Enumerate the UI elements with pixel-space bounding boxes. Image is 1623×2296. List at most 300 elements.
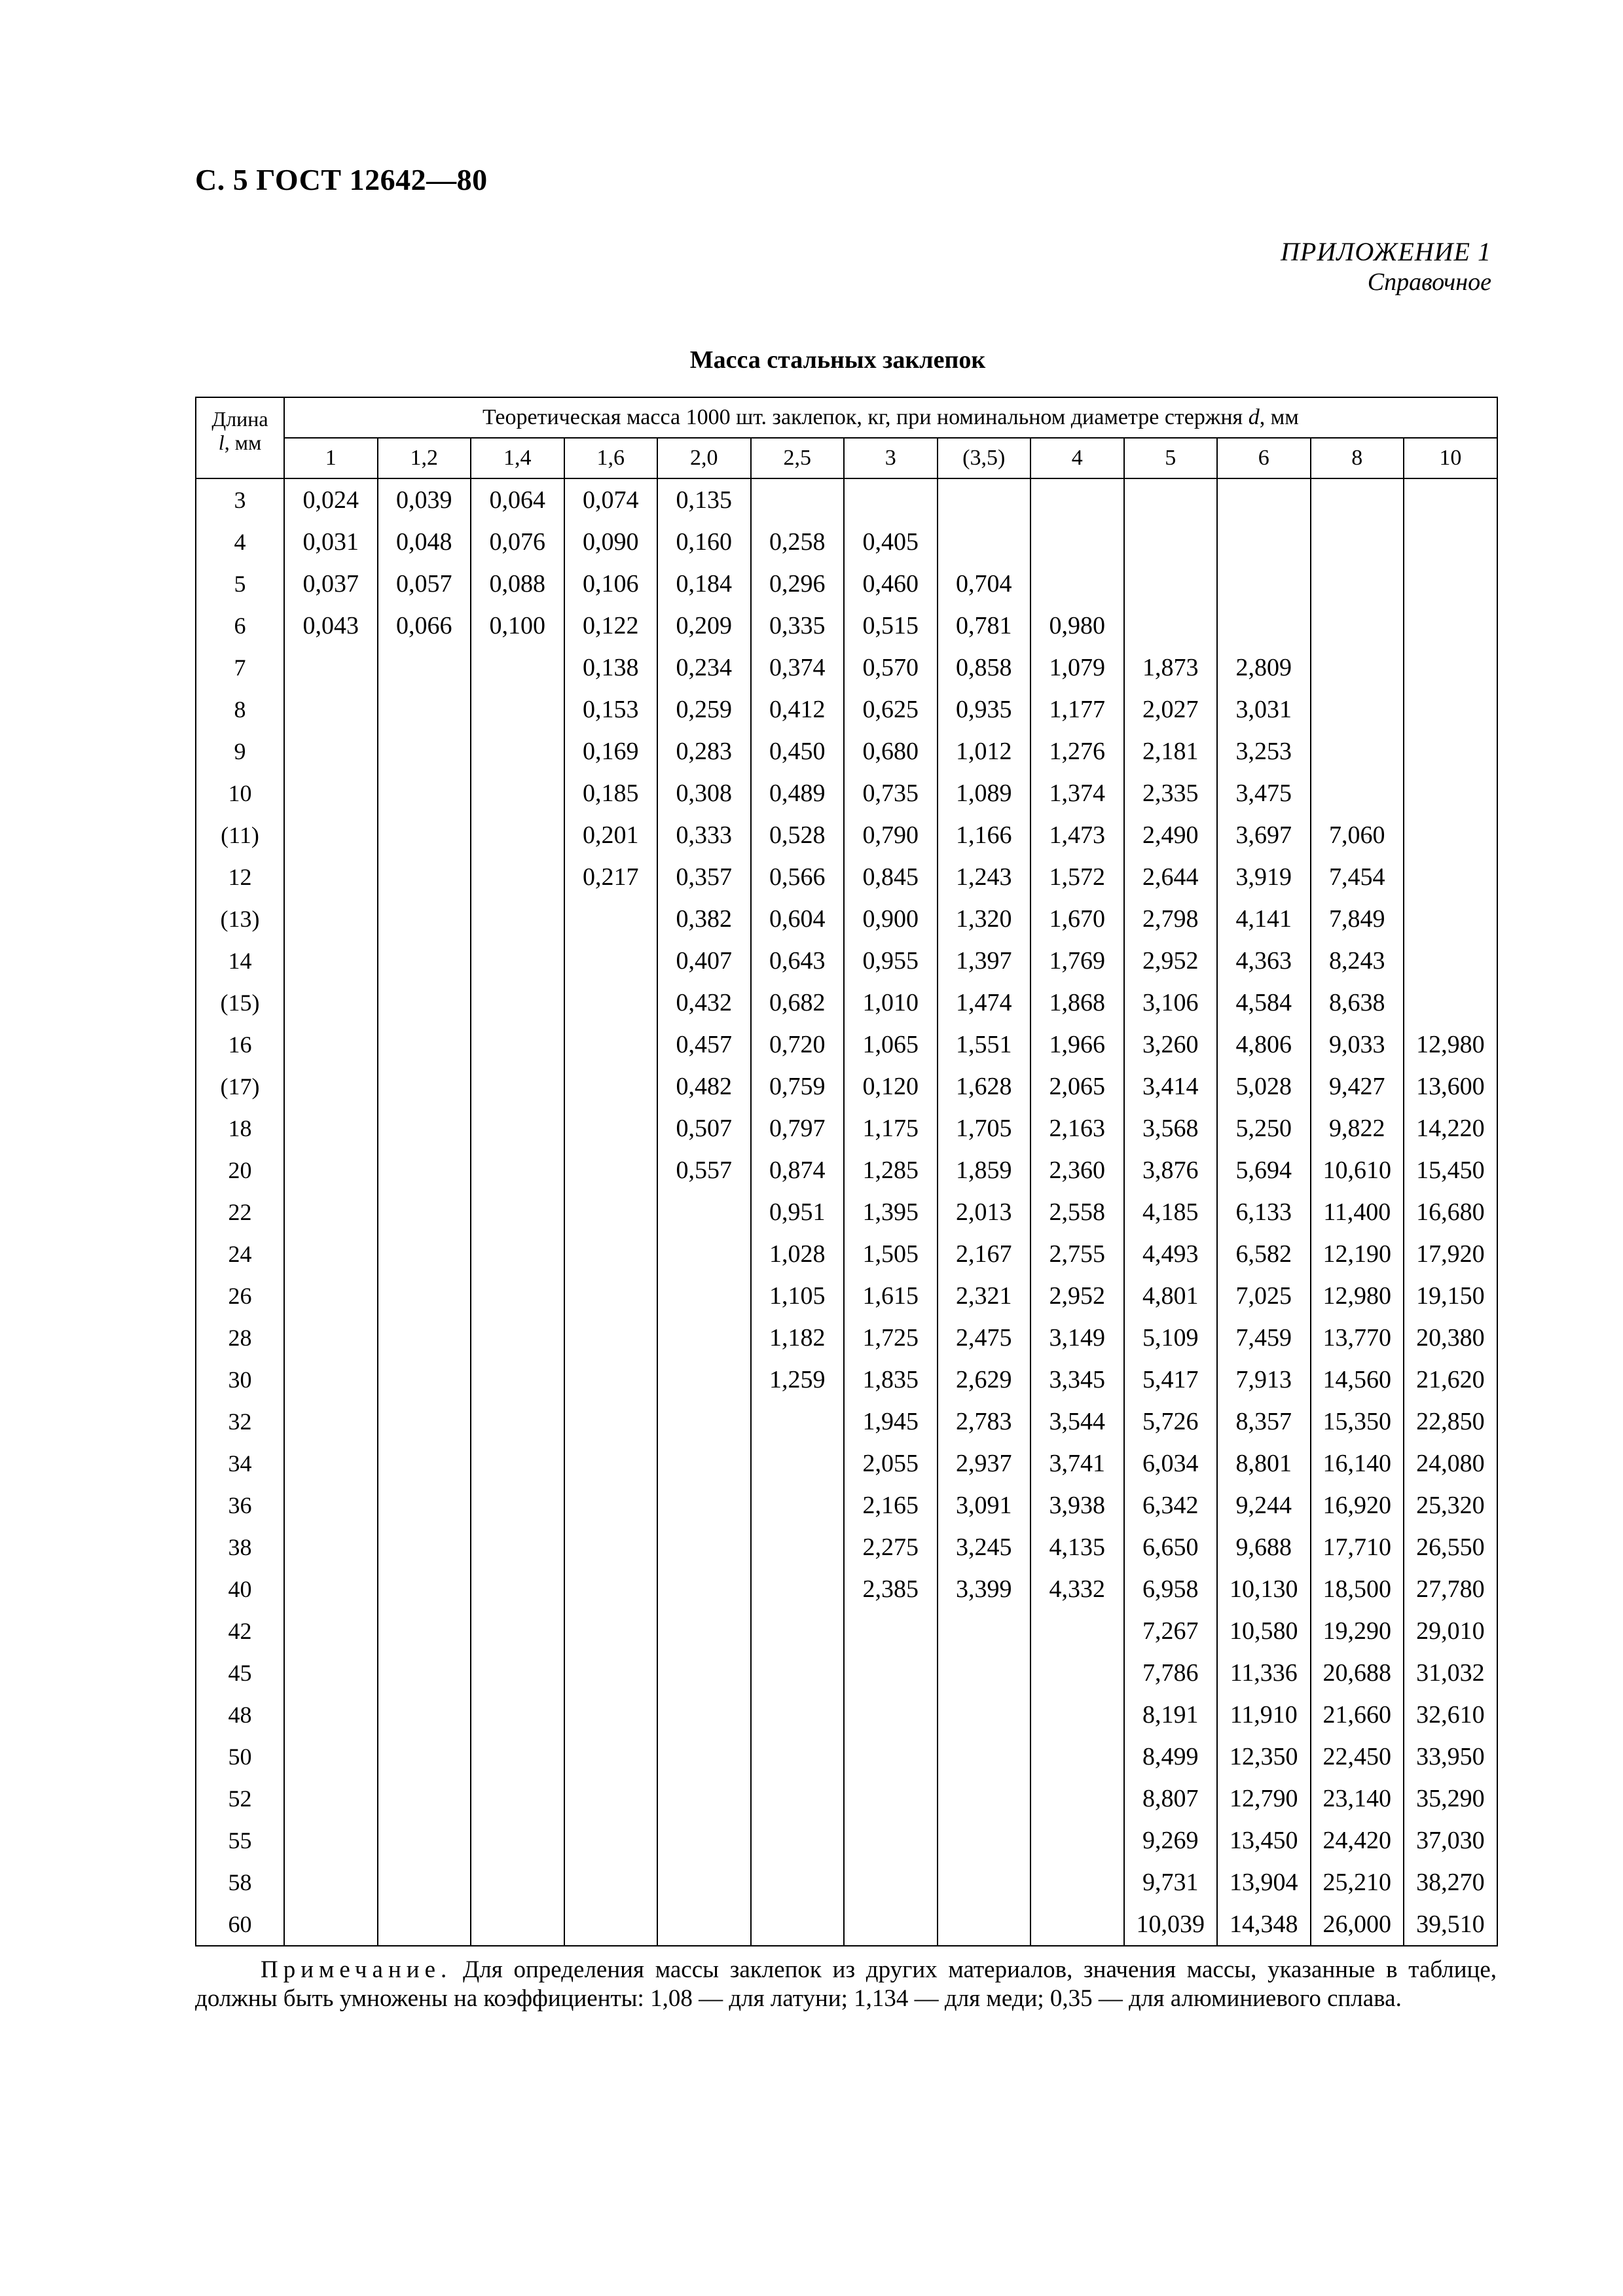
- mass-cell: 1,166: [938, 814, 1031, 856]
- mass-cell: 3,091: [938, 1484, 1031, 1526]
- mass-cell: 8,807: [1124, 1778, 1218, 1820]
- mass-cell: 2,275: [844, 1526, 938, 1568]
- mass-cell: [1311, 689, 1404, 730]
- table-row: [196, 982, 1497, 1024]
- mass-cell: [378, 982, 471, 1024]
- mass-cell: 37,030: [1404, 1820, 1497, 1861]
- rivet-mass-table: [195, 397, 1498, 1946]
- mass-cell: 4,363: [1217, 940, 1311, 982]
- mass-cell: 1,859: [938, 1149, 1031, 1191]
- table-row: [196, 1317, 1497, 1359]
- mass-cell: 29,010: [1404, 1610, 1497, 1652]
- mass-cell: [471, 1443, 564, 1484]
- mass-cell: 8,499: [1124, 1736, 1218, 1778]
- mass-cell: 1,615: [844, 1275, 938, 1317]
- mass-cell: [938, 1778, 1031, 1820]
- table-row: [196, 1107, 1497, 1149]
- table-row: [196, 1652, 1497, 1694]
- mass-cell: 2,809: [1217, 647, 1311, 689]
- mass-cell: [284, 1275, 378, 1317]
- mass-cell: 0,489: [751, 772, 845, 814]
- mass-cell: 0,643: [751, 940, 845, 982]
- table-row: [196, 521, 1497, 563]
- mass-cell: [284, 1694, 378, 1736]
- mass-cell: [1311, 521, 1404, 563]
- mass-cell: 3,568: [1124, 1107, 1218, 1149]
- mass-cell: [564, 1443, 658, 1484]
- mass-cell: 33,950: [1404, 1736, 1497, 1778]
- mass-cell: [284, 772, 378, 814]
- mass-cell: 0,412: [751, 689, 845, 730]
- diameter-header-cell: 3: [844, 438, 938, 478]
- length-cell: 38: [196, 1526, 284, 1568]
- mass-cell: [471, 689, 564, 730]
- table-row: [196, 1903, 1497, 1946]
- mass-cell: 0,790: [844, 814, 938, 856]
- mass-cell: [564, 1317, 658, 1359]
- mass-cell: [1404, 856, 1497, 898]
- mass-cell: [1404, 898, 1497, 940]
- mass-cell: 0,074: [564, 478, 658, 521]
- mass-cell: 13,600: [1404, 1066, 1497, 1107]
- mass-cell: 0,031: [284, 521, 378, 563]
- mass-cell: [471, 940, 564, 982]
- table-row: [196, 772, 1497, 814]
- table-row: [196, 1191, 1497, 1233]
- length-cell: 16: [196, 1024, 284, 1066]
- mass-cell: [657, 1568, 751, 1610]
- mass-cell: 0,064: [471, 478, 564, 521]
- mass-cell: 1,873: [1124, 647, 1218, 689]
- mass-cell: [378, 647, 471, 689]
- mass-cell: 13,770: [1311, 1317, 1404, 1359]
- mass-cell: [378, 1233, 471, 1275]
- table-row: [196, 647, 1497, 689]
- mass-cell: [1311, 563, 1404, 605]
- mass-cell: [471, 1820, 564, 1861]
- mass-cell: [564, 1149, 658, 1191]
- mass-cell: 10,130: [1217, 1568, 1311, 1610]
- mass-cell: 0,874: [751, 1149, 845, 1191]
- mass-cell: [844, 478, 938, 521]
- mass-cell: 0,604: [751, 898, 845, 940]
- mass-cell: 1,374: [1030, 772, 1124, 814]
- mass-cell: [1404, 814, 1497, 856]
- table-row: [196, 1610, 1497, 1652]
- mass-cell: 16,140: [1311, 1443, 1404, 1484]
- mass-cell: [1124, 478, 1218, 521]
- mass-cell: [564, 1275, 658, 1317]
- mass-cell: [564, 1694, 658, 1736]
- mass-cell: 0,900: [844, 898, 938, 940]
- mass-cell: 13,904: [1217, 1861, 1311, 1903]
- mass-cell: [657, 1359, 751, 1401]
- length-cell: 42: [196, 1610, 284, 1652]
- mass-cell: 7,454: [1311, 856, 1404, 898]
- mass-cell: 8,801: [1217, 1443, 1311, 1484]
- mass-cell: [284, 1484, 378, 1526]
- mass-cell: 0,088: [471, 563, 564, 605]
- mass-cell: 2,321: [938, 1275, 1031, 1317]
- table-row: [196, 1359, 1497, 1401]
- mass-cell: 0,450: [751, 730, 845, 772]
- mass-cell: [471, 898, 564, 940]
- mass-cell: [471, 1191, 564, 1233]
- length-cell: (15): [196, 982, 284, 1024]
- mass-cell: [284, 1526, 378, 1568]
- mass-cell: [1404, 478, 1497, 521]
- mass-cell: 4,493: [1124, 1233, 1218, 1275]
- mass-cell: [751, 1484, 845, 1526]
- mass-cell: [284, 1568, 378, 1610]
- mass-cell: [844, 1652, 938, 1694]
- mass-cell: 1,769: [1030, 940, 1124, 982]
- table-row: [196, 1401, 1497, 1443]
- mass-cell: [564, 1652, 658, 1694]
- mass-cell: [751, 1652, 845, 1694]
- mass-cell: 0,357: [657, 856, 751, 898]
- mass-cell: 1,945: [844, 1401, 938, 1443]
- mass-cell: 1,628: [938, 1066, 1031, 1107]
- diameter-header-row: [196, 438, 1497, 478]
- length-cell: 55: [196, 1820, 284, 1861]
- mass-cell: [471, 1903, 564, 1946]
- length-cell: 9: [196, 730, 284, 772]
- mass-cell: 0,735: [844, 772, 938, 814]
- mass-cell: [471, 1317, 564, 1359]
- mass-cell: 0,169: [564, 730, 658, 772]
- mass-cell: 7,267: [1124, 1610, 1218, 1652]
- mass-cell: 1,572: [1030, 856, 1124, 898]
- mass-cell: 2,629: [938, 1359, 1031, 1401]
- note-text: Для определения массы заклепок из других материалов, значения массы, указанные в таблице, должны быть умножены на коэффициенты: 1,08 — для латуни; 1,134 — для меди; 0,35 — для алюминиевого сплава.: [195, 1956, 1497, 2012]
- mass-cell: 2,385: [844, 1568, 938, 1610]
- mass-cell: 0,382: [657, 898, 751, 940]
- mass-cell: 1,474: [938, 982, 1031, 1024]
- mass-cell: 3,260: [1124, 1024, 1218, 1066]
- mass-cell: [1311, 478, 1404, 521]
- mass-cell: [1404, 982, 1497, 1024]
- table-row: [196, 814, 1497, 856]
- mass-cell: [657, 1861, 751, 1903]
- table-row: [196, 940, 1497, 982]
- mass-cell: 0,090: [564, 521, 658, 563]
- mass-cell: 2,065: [1030, 1066, 1124, 1107]
- mass-cell: 12,190: [1311, 1233, 1404, 1275]
- mass-cell: 2,937: [938, 1443, 1031, 1484]
- length-cell: 12: [196, 856, 284, 898]
- mass-cell: [1404, 647, 1497, 689]
- mass-cell: [1030, 1861, 1124, 1903]
- mass-cell: [564, 1903, 658, 1946]
- mass-cell: 3,031: [1217, 689, 1311, 730]
- length-column-header: [196, 397, 284, 478]
- mass-cell: 17,920: [1404, 1233, 1497, 1275]
- length-header-word: Длина: [211, 407, 268, 431]
- mass-cell: 6,133: [1217, 1191, 1311, 1233]
- mass-cell: [1030, 1778, 1124, 1820]
- mass-cell: [284, 730, 378, 772]
- mass-cell: [657, 1443, 751, 1484]
- mass-cell: [378, 1736, 471, 1778]
- length-cell: 3: [196, 478, 284, 521]
- mass-cell: 32,610: [1404, 1694, 1497, 1736]
- mass-cell: [378, 1778, 471, 1820]
- mass-cell: [378, 1024, 471, 1066]
- mass-cell: [564, 1107, 658, 1149]
- mass-cell: [657, 1233, 751, 1275]
- mass-cell: 0,704: [938, 563, 1031, 605]
- mass-cell: [471, 647, 564, 689]
- mass-cell: [657, 1652, 751, 1694]
- mass-cell: [378, 1861, 471, 1903]
- mass-cell: 1,320: [938, 898, 1031, 940]
- mass-cell: [471, 1359, 564, 1401]
- mass-cell: 6,034: [1124, 1443, 1218, 1484]
- mass-cell: [751, 478, 845, 521]
- mass-cell: 1,473: [1030, 814, 1124, 856]
- table-row: [196, 1149, 1497, 1191]
- mass-cell: 1,079: [1030, 647, 1124, 689]
- mass-cell: 3,876: [1124, 1149, 1218, 1191]
- mass-cell: [378, 730, 471, 772]
- length-cell: 60: [196, 1903, 284, 1946]
- mass-cell: [284, 1610, 378, 1652]
- mass-cell: 4,141: [1217, 898, 1311, 940]
- mass-cell: [564, 1736, 658, 1778]
- mass-cell: 23,140: [1311, 1778, 1404, 1820]
- length-cell: 24: [196, 1233, 284, 1275]
- mass-cell: 9,688: [1217, 1526, 1311, 1568]
- mass-cell: 2,952: [1030, 1275, 1124, 1317]
- length-cell: 52: [196, 1778, 284, 1820]
- mass-cell: [471, 1652, 564, 1694]
- mass-cell: [471, 1568, 564, 1610]
- mass-cell: [471, 1694, 564, 1736]
- mass-cell: [1030, 521, 1124, 563]
- mass-cell: [844, 1610, 938, 1652]
- mass-cell: [751, 1526, 845, 1568]
- mass-cell: 39,510: [1404, 1903, 1497, 1946]
- table-row: [196, 1861, 1497, 1903]
- mass-cell: [751, 1610, 845, 1652]
- mass-cell: [284, 1191, 378, 1233]
- mass-cell: 2,055: [844, 1443, 938, 1484]
- mass-cell: 9,822: [1311, 1107, 1404, 1149]
- mass-cell: [284, 1233, 378, 1275]
- mass-cell: 38,270: [1404, 1861, 1497, 1903]
- mass-cell: 0,951: [751, 1191, 845, 1233]
- mass-cell: [378, 940, 471, 982]
- mass-cell: 0,120: [844, 1066, 938, 1107]
- mass-cell: [938, 1652, 1031, 1694]
- table-row: [196, 605, 1497, 647]
- diameter-header-cell: 6: [1217, 438, 1311, 478]
- mass-cell: [1404, 772, 1497, 814]
- mass-cell: 2,167: [938, 1233, 1031, 1275]
- mass-cell: [1030, 478, 1124, 521]
- mass-cell: [378, 689, 471, 730]
- mass-cell: 4,584: [1217, 982, 1311, 1024]
- mass-cell: [657, 1820, 751, 1861]
- mass-cell: [378, 1526, 471, 1568]
- mass-cell: 7,786: [1124, 1652, 1218, 1694]
- mass-cell: 5,726: [1124, 1401, 1218, 1443]
- mass-cell: 2,558: [1030, 1191, 1124, 1233]
- mass-cell: [471, 982, 564, 1024]
- mass-cell: [1124, 563, 1218, 605]
- table-row: [196, 689, 1497, 730]
- mass-cell: [378, 1359, 471, 1401]
- mass-cell: [844, 1778, 938, 1820]
- mass-cell: [284, 1149, 378, 1191]
- mass-cell: 0,682: [751, 982, 845, 1024]
- mass-cell: [564, 1359, 658, 1401]
- mass-cell: 2,027: [1124, 689, 1218, 730]
- mass-cell: 0,335: [751, 605, 845, 647]
- mass-cell: [284, 1401, 378, 1443]
- table-row: [196, 730, 1497, 772]
- table-row: [196, 1233, 1497, 1275]
- mass-cell: 12,980: [1311, 1275, 1404, 1317]
- mass-cell: 8,191: [1124, 1694, 1218, 1736]
- mass-cell: 2,163: [1030, 1107, 1124, 1149]
- mass-cell: [378, 1066, 471, 1107]
- mass-cell: [471, 1861, 564, 1903]
- mass-cell: 2,755: [1030, 1233, 1124, 1275]
- mass-cell: 1,276: [1030, 730, 1124, 772]
- mass-cell: 2,360: [1030, 1149, 1124, 1191]
- mass-cell: 0,407: [657, 940, 751, 982]
- mass-cell: 0,234: [657, 647, 751, 689]
- table-row: [196, 1066, 1497, 1107]
- mass-cell: [284, 1107, 378, 1149]
- mass-cell: 3,345: [1030, 1359, 1124, 1401]
- mass-cell: [657, 1191, 751, 1233]
- mass-cell: [657, 1317, 751, 1359]
- mass-cell: [378, 898, 471, 940]
- mass-cell: [378, 1275, 471, 1317]
- length-header-unit: l, мм: [218, 431, 262, 454]
- mass-cell: 0,759: [751, 1066, 845, 1107]
- table-row: [196, 563, 1497, 605]
- mass-cell: 0,680: [844, 730, 938, 772]
- mass-cell: [1030, 563, 1124, 605]
- mass-cell: 1,551: [938, 1024, 1031, 1066]
- mass-cell: 0,797: [751, 1107, 845, 1149]
- mass-cell: [471, 1107, 564, 1149]
- mass-cell: [471, 730, 564, 772]
- mass-cell: 8,243: [1311, 940, 1404, 982]
- mass-cell: [564, 898, 658, 940]
- mass-cell: [657, 1484, 751, 1526]
- mass-cell: 0,432: [657, 982, 751, 1024]
- length-cell: 26: [196, 1275, 284, 1317]
- length-cell: 14: [196, 940, 284, 982]
- mass-cell: [284, 1359, 378, 1401]
- mass-cell: [1030, 1694, 1124, 1736]
- mass-cell: [378, 1568, 471, 1610]
- mass-cell: [751, 1443, 845, 1484]
- length-cell: 7: [196, 647, 284, 689]
- mass-cell: 0,845: [844, 856, 938, 898]
- page-header: С. 5 ГОСТ 12642—80: [195, 163, 488, 196]
- mass-cell: 0,557: [657, 1149, 751, 1191]
- mass-cell: [751, 1568, 845, 1610]
- mass-cell: 5,109: [1124, 1317, 1218, 1359]
- mass-cell: 0,076: [471, 521, 564, 563]
- length-cell: 8: [196, 689, 284, 730]
- table-row: [196, 1568, 1497, 1610]
- mass-cell: [378, 1484, 471, 1526]
- mass-cell: 1,105: [751, 1275, 845, 1317]
- appendix-label: ПРИЛОЖЕНИЕ 1: [1281, 237, 1491, 266]
- mass-cell: 19,290: [1311, 1610, 1404, 1652]
- mass-cell: [471, 1233, 564, 1275]
- mass-cell: 0,100: [471, 605, 564, 647]
- mass-cell: [471, 1066, 564, 1107]
- mass-cell: [1217, 605, 1311, 647]
- mass-cell: [938, 478, 1031, 521]
- mass-cell: 0,405: [844, 521, 938, 563]
- mass-cell: [378, 1903, 471, 1946]
- mass-cell: 21,660: [1311, 1694, 1404, 1736]
- mass-cell: 6,342: [1124, 1484, 1218, 1526]
- mass-cell: 0,333: [657, 814, 751, 856]
- mass-cell: 1,395: [844, 1191, 938, 1233]
- mass-cell: [751, 1401, 845, 1443]
- mass-cell: [1404, 605, 1497, 647]
- mass-cell: 6,958: [1124, 1568, 1218, 1610]
- mass-cell: 0,135: [657, 478, 751, 521]
- mass-cell: [751, 1861, 845, 1903]
- mass-cell: [844, 1820, 938, 1861]
- mass-cell: [378, 1694, 471, 1736]
- mass-cell: 0,566: [751, 856, 845, 898]
- mass-cell: [471, 772, 564, 814]
- mass-cell: 3,399: [938, 1568, 1031, 1610]
- mass-cell: [378, 1443, 471, 1484]
- mass-cell: 12,350: [1217, 1736, 1311, 1778]
- mass-cell: 0,122: [564, 605, 658, 647]
- length-cell: 58: [196, 1861, 284, 1903]
- mass-cell: [378, 1820, 471, 1861]
- mass-cell: [471, 1610, 564, 1652]
- mass-cell: 19,150: [1404, 1275, 1497, 1317]
- mass-cell: 11,336: [1217, 1652, 1311, 1694]
- length-cell: 22: [196, 1191, 284, 1233]
- mass-cell: [1404, 563, 1497, 605]
- table-row: [196, 1275, 1497, 1317]
- mass-cell: 10,580: [1217, 1610, 1311, 1652]
- mass-cell: [284, 814, 378, 856]
- diameter-header-cell: 2,5: [751, 438, 845, 478]
- mass-cell: [471, 1484, 564, 1526]
- mass-cell: 4,801: [1124, 1275, 1218, 1317]
- mass-cell: [471, 1736, 564, 1778]
- mass-cell: [378, 1149, 471, 1191]
- mass-cell: [938, 1903, 1031, 1946]
- mass-cell: [378, 1317, 471, 1359]
- table-header-row: [196, 397, 1497, 438]
- mass-cell: 0,482: [657, 1066, 751, 1107]
- length-cell: 28: [196, 1317, 284, 1359]
- mass-cell: 2,783: [938, 1401, 1031, 1443]
- mass-cell: [284, 647, 378, 689]
- mass-cell: [378, 1191, 471, 1233]
- length-cell: 6: [196, 605, 284, 647]
- mass-cell: 7,913: [1217, 1359, 1311, 1401]
